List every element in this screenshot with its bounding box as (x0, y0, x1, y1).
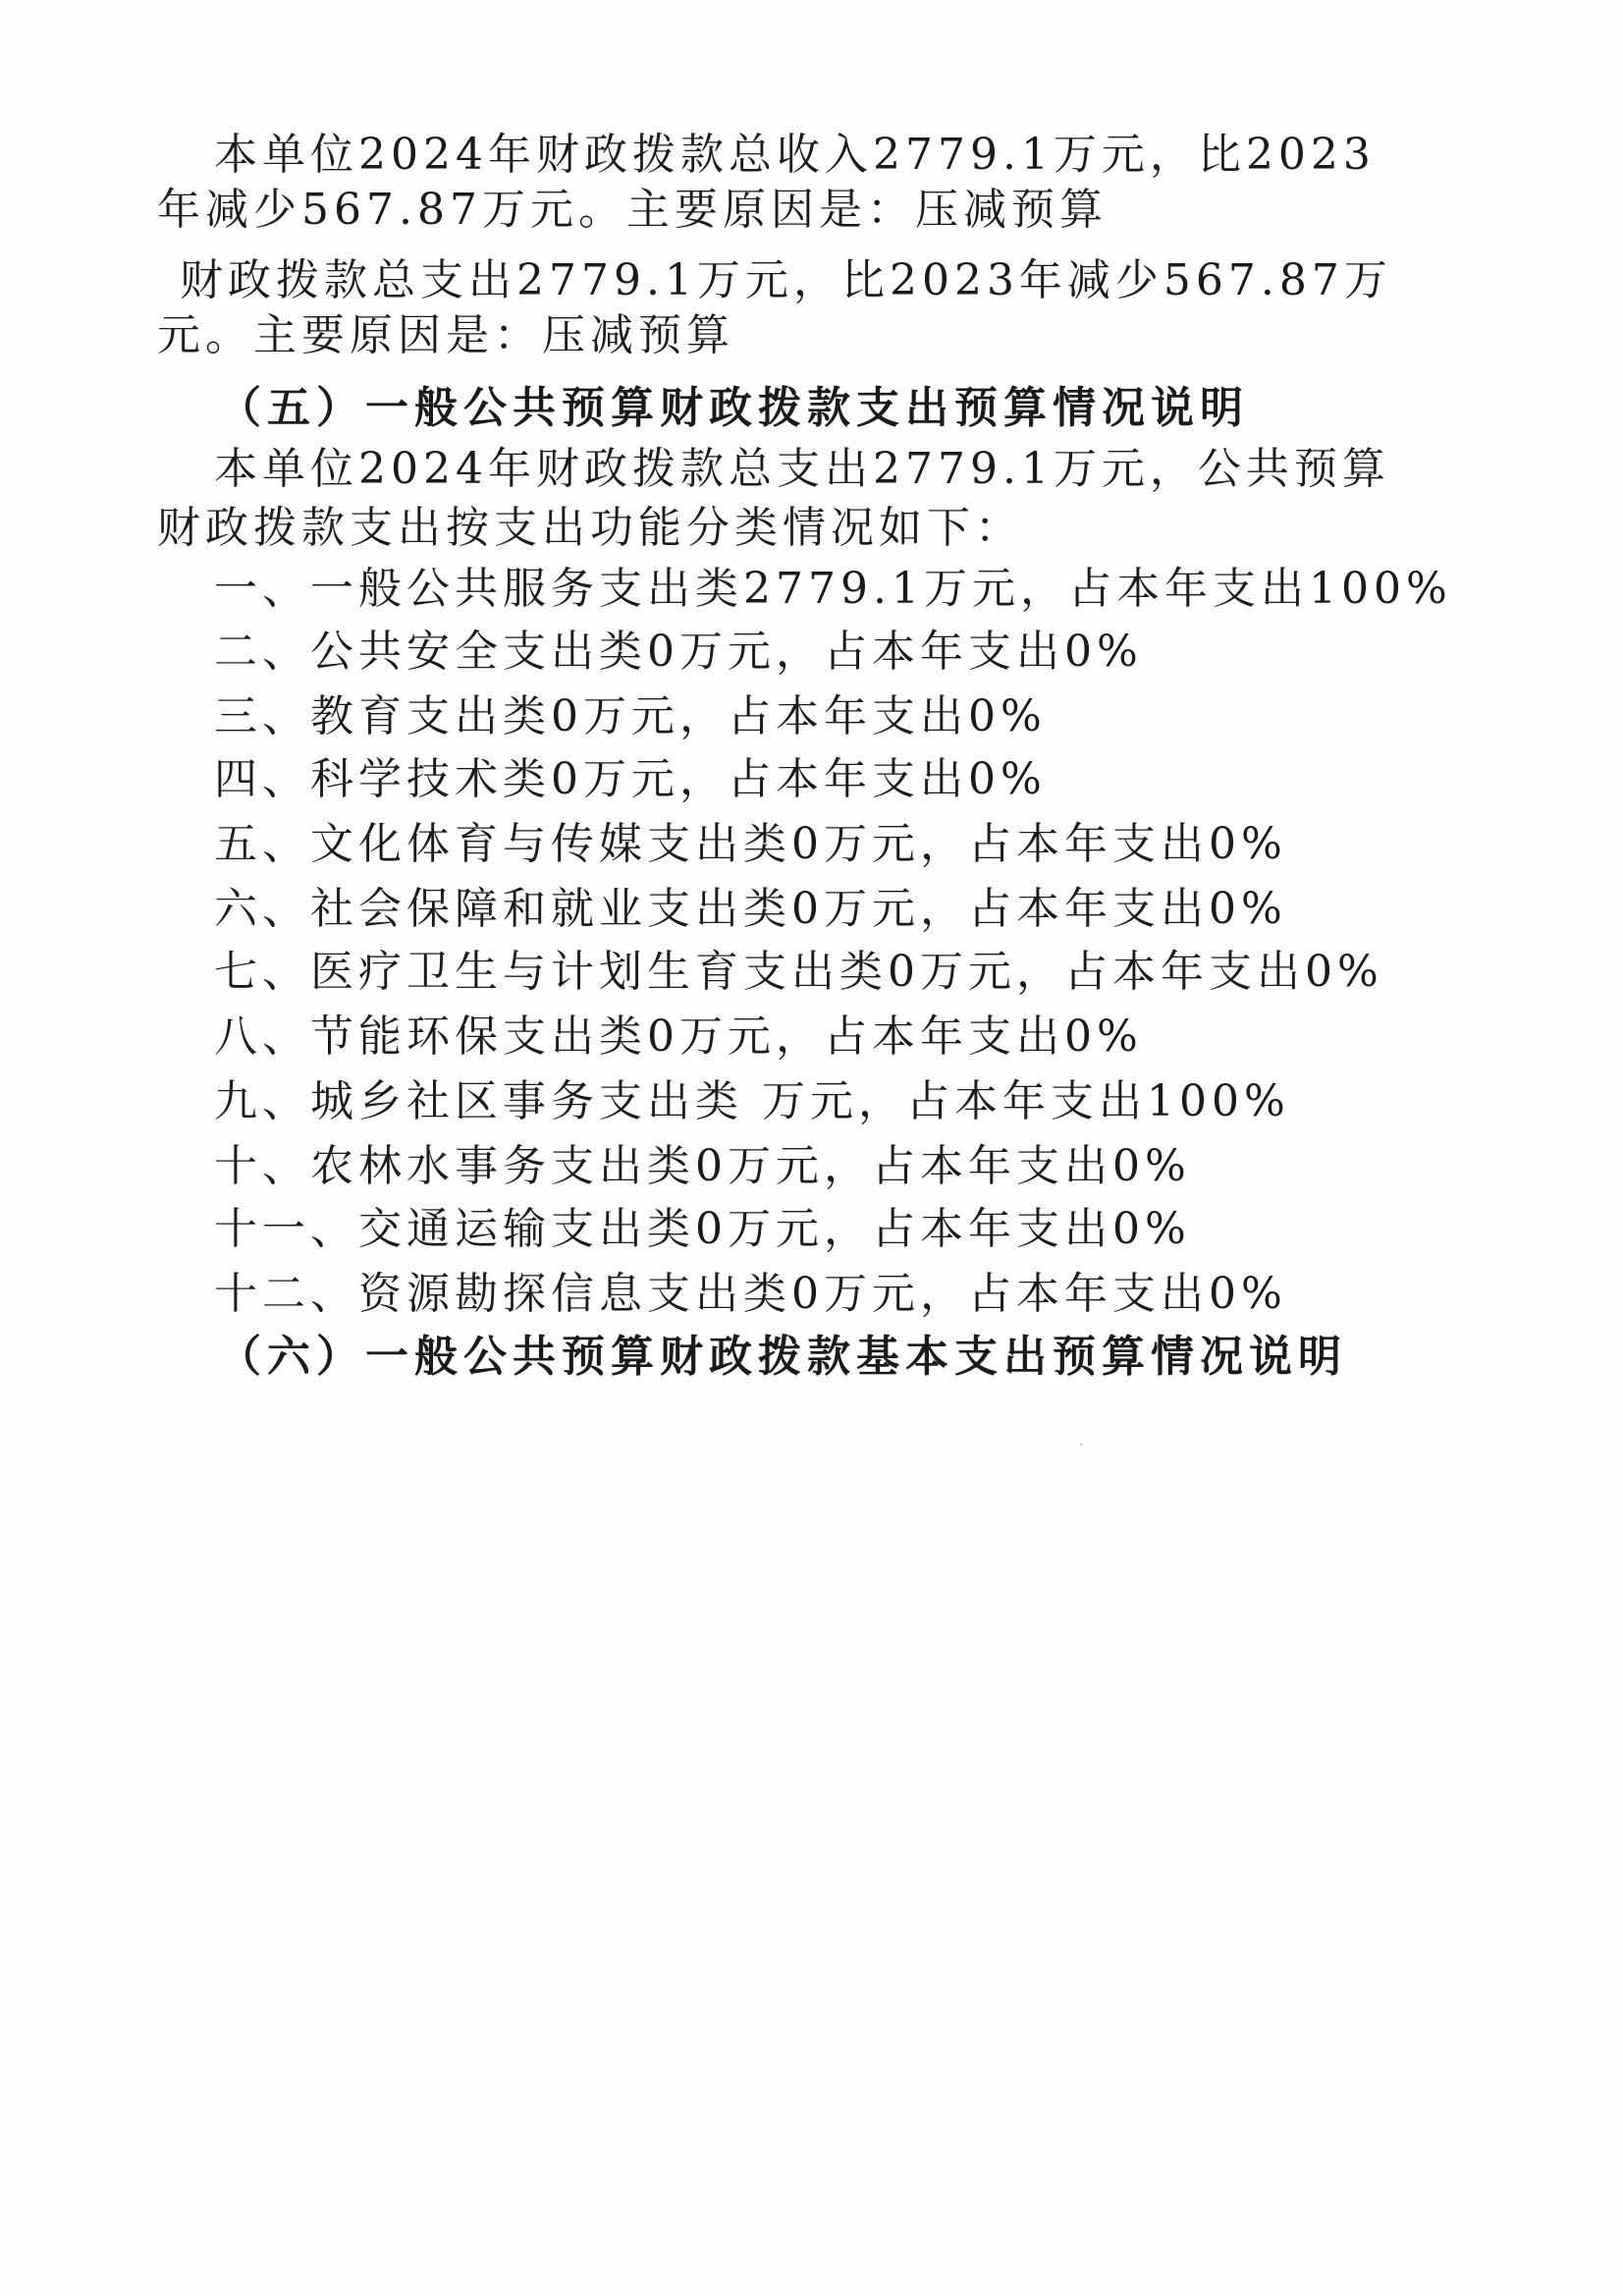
expense-item-5: 五、文化体育与传媒支出类0万元，占本年支出0% (214, 819, 1287, 869)
section-5-intro-line-1: 本单位2024年财政拨款总支出2779.1万元，公共预算 (214, 444, 1390, 494)
expense-item-12: 十二、资源勘探信息支出类0万元，占本年支出0% (214, 1269, 1287, 1319)
expense-item-11: 十一、交通运输支出类0万元，占本年支出0% (214, 1204, 1191, 1254)
paragraph-income-line-1: 本单位2024年财政拨款总收入2779.1万元，比2023 (214, 130, 1376, 180)
expense-item-4: 四、科学技术类0万元，占本年支出0% (214, 754, 1047, 804)
expense-item-2: 二、公共安全支出类0万元，占本年支出0% (214, 627, 1143, 677)
section-5-heading: （五）一般公共预算财政拨款支出预算情况说明 (218, 383, 1249, 433)
expense-item-7: 七、医疗卫生与计划生育支出类0万元，占本年支出0% (214, 947, 1383, 997)
section-6-heading: （六）一般公共预算财政拨款基本支出预算情况说明 (218, 1332, 1347, 1382)
paragraph-expense-line-2: 元。主要原因是：压减预算 (157, 310, 734, 360)
expense-item-9: 九、城乡社区事务支出类 万元，占本年支出100% (214, 1076, 1290, 1126)
expense-item-1: 一、一般公共服务支出类2779.1万元，占本年支出100% (214, 564, 1452, 614)
expense-item-6: 六、社会保障和就业支出类0万元，占本年支出0% (214, 884, 1287, 934)
scan-speck (1080, 1444, 1082, 1446)
section-5-intro-line-2: 财政拨款支出按支出功能分类情况如下： (157, 503, 1023, 553)
expense-item-10: 十、农林水事务支出类0万元，占本年支出0% (214, 1141, 1191, 1191)
expense-item-8: 八、节能环保支出类0万元，占本年支出0% (214, 1011, 1143, 1062)
paragraph-expense-line-1: 财政拨款总支出2779.1万元，比2023年减少567.87万 (180, 255, 1392, 305)
paragraph-income-line-2: 年减少567.87万元。主要原因是：压减预算 (157, 185, 1108, 235)
expense-item-3: 三、教育支出类0万元，占本年支出0% (214, 691, 1047, 741)
